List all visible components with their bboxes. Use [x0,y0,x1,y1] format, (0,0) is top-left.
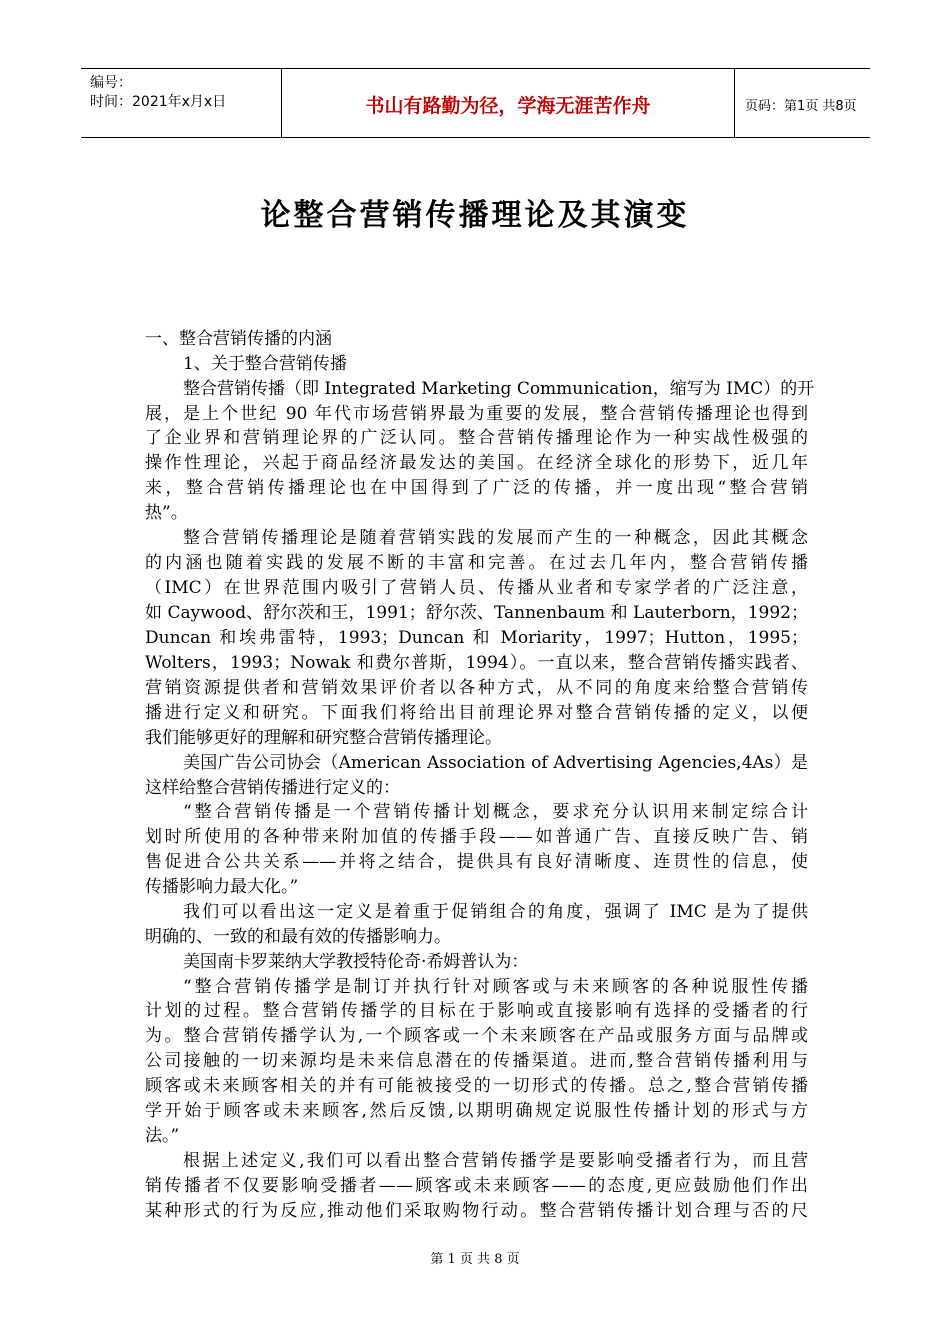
quote-line: 传播影响力最大化。” [145,877,299,897]
body-line: 美国南卡罗莱纳大学教授特伦奇·希姆普认为： [183,952,529,972]
body-line: 美国广告公司协会（American Association of Advertising Agencies,4As）是 [183,753,808,773]
subsection-heading: 1、关于整合营销传播 [183,354,347,374]
body-line: 我们能够更好的理解和研究整合营销传播理论。 [145,728,502,748]
page-footer: 第 1 页 共 8 页 [430,1252,520,1267]
quote-line: “整合营销传播学是制订并执行针对顾客或与未来顾客的各种说服性传播 [183,977,808,997]
header-meta-cell [81,69,281,137]
document-number-label: 编号： [90,75,132,91]
body-line: 根据上述定义,我们可以看出整合营销传播学是要影响受播者行为，而且营 [183,1151,808,1171]
page-header [81,68,870,138]
body-line: 整合营销传播理论是随着营销实践的发展而产生的一种概念，因此其概念 [183,528,808,548]
header-motto-cell [281,69,735,137]
body-line: 某种形式的行为反应,推动他们采取购物行动。整合营销传播计划合理与否的尺 [145,1201,808,1221]
body-line: 展，是上个世纪 90 年代市场营销界最为重要的发展，整合营销传播理论也得到 [145,404,808,424]
document-time-label: 时间：2021年x月x日 [90,94,227,110]
body-line: 来，整合营销传播理论也在中国得到了广泛的传播，并一度出现“整合营销 [145,478,808,498]
body-line: 我们可以看出这一定义是着重于促销组合的角度，强调了 IMC 是为了提供 [183,902,808,922]
body-line: 了企业界和营销理论界的广泛认同。整合营销传播理论作为一种实战性极强的 [145,428,808,448]
body-line: 播进行定义和研究。下面我们将给出目前理论界对整合营销传播的定义，以便 [145,703,808,723]
body-line: Duncan 和埃弗雷特，1993；Duncan 和 Moriarity，1997；Hutton，1995； [145,628,808,648]
body-line: 销传播者不仅要影响受播者——顾客或未来顾客——的态度,更应鼓励他们作出 [145,1176,808,1196]
header-motto: 书山有路勤为径，学海无涯苦作舟 [365,95,651,117]
quote-line: 计划的过程。整合营销传播学的目标在于影响或直接影响有选择的受播者的行 [145,1001,808,1021]
body-line: 整合营销传播（即 Integrated Marketing Communication，缩写为 IMC）的开 [183,379,815,399]
body-line: Wolters，1993；Nowak 和费尔普斯，1994）。一直以来，整合营销传播实践者、 [145,653,808,673]
quote-line: 学开始于顾客或未来顾客,然后反馈,以期明确规定说服性传播计划的形式与方 [145,1101,808,1121]
body-line: 明确的、一致的和最有效的传播影响力。 [145,927,451,947]
quote-line: 为。整合营销传播学认为,一个顾客或一个未来顾客在产品或服务方面与品牌或 [145,1026,808,1046]
body-line: （IMC）在世界范围内吸引了营销人员、传播从业者和专家学者的广泛注意， [145,578,808,598]
body-line: 的内涵也随着实践的发展不断的丰富和完善。在过去几年内，整合营销传播 [145,553,808,573]
body-line: 操作性理论，兴起于商品经济最发达的美国。在经济全球化的形势下，近几年 [145,453,808,473]
header-page-cell [735,69,870,137]
body-line: 如 Caywood、舒尔茨和王，1991；舒尔茨、Tannenbaum 和 Lauterborn，1992； [145,603,808,623]
quote-line: 划时所使用的各种带来附加值的传播手段——如普通广告、直接反映广告、销 [145,827,808,847]
document-title: 论整合营销传播理论及其演变 [260,198,690,233]
body-line: 热”。 [145,503,188,523]
section-heading: 一、整合营销传播的内涵 [145,329,332,349]
quote-line: 售促进合公共关系——并将之结合，提供具有良好清晰度、连贯性的信息，使 [145,852,808,872]
header-page-info: 页码：第1页 共8页 [745,99,857,114]
quote-line: 公司接触的一切来源均是未来信息潜在的传播渠道。进而,整合营销传播利用与 [145,1051,808,1071]
body-line: 这样给整合营销传播进行定义的： [145,778,400,798]
quote-line: 法。” [145,1126,180,1146]
body-line: 营销资源提供者和营销效果评价者以各种方式，从不同的角度来给整合营销传 [145,678,808,698]
quote-line: “整合营销传播是一个营销传播计划概念，要求充分认识用来制定综合计 [183,802,808,822]
quote-line: 顾客或未来顾客相关的并有可能被接受的一切形式的传播。总之,整合营销传播 [145,1076,808,1096]
